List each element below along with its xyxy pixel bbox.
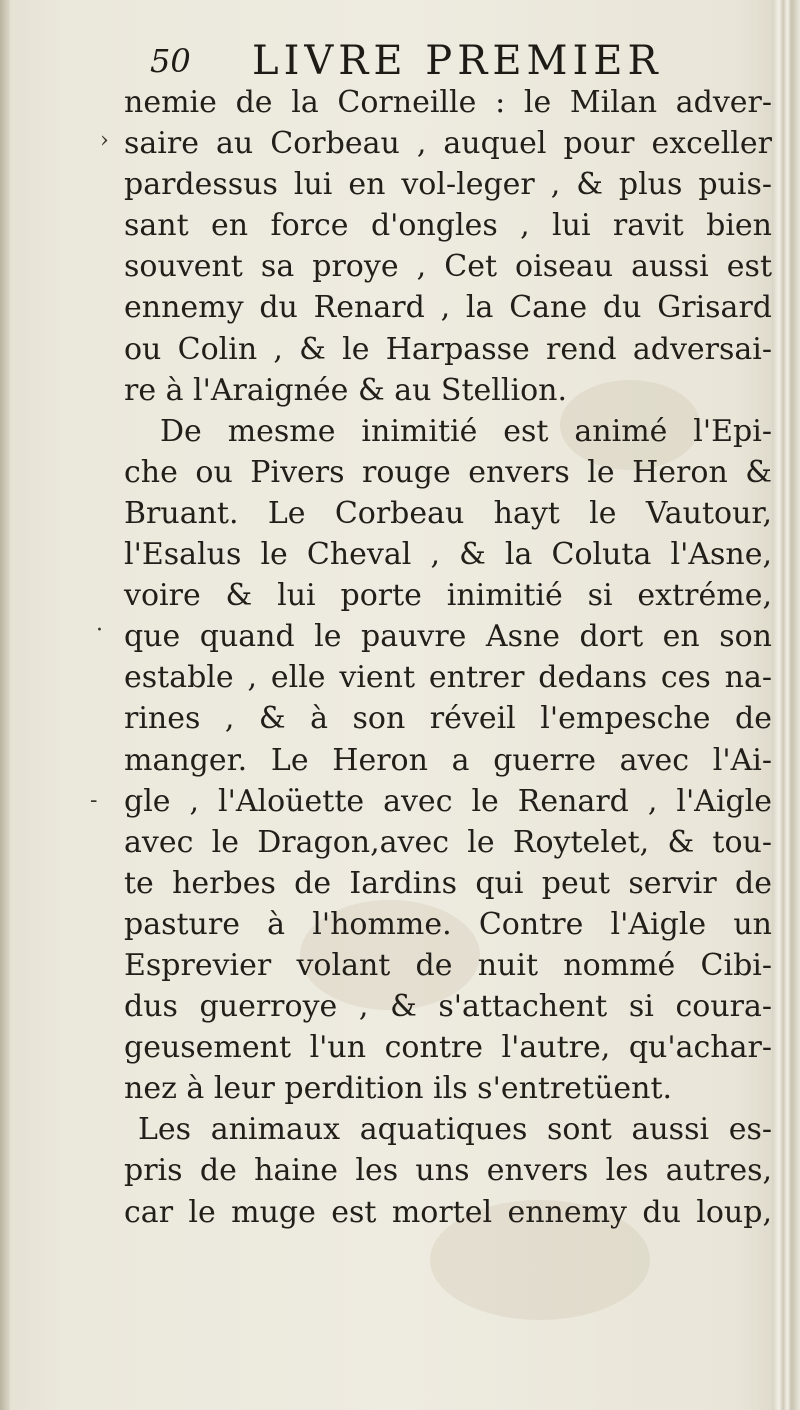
text-line: geusement l'un contre l'autre, qu'achar-	[124, 1030, 772, 1066]
text-line-paragraph-start: Les animaux aquatiques sont aussi es-	[138, 1112, 772, 1148]
text-line-paragraph-start: De mesme inimitié est animé l'Epi-	[160, 413, 772, 449]
text-line: sant en force d'ongles , lui ravit bien	[124, 208, 772, 244]
text-line: Bruant. Le Corbeau hayt le Vautour,	[124, 495, 772, 531]
text-line: rines , & à son réveil l'empesche de	[124, 701, 772, 737]
text-line: che ou Pivers rouge envers le Heron &	[124, 454, 772, 490]
text-line: manger. Le Heron a guerre avec l'Ai-	[124, 742, 772, 778]
text-line: ennemy du Renard , la Cane du Grisard	[124, 290, 772, 326]
text-line: ou Colin , & le Harpasse rend adversai-	[124, 331, 772, 367]
page-gutter	[0, 0, 10, 1410]
text-line: te herbes de Iardins qui peut servir de	[124, 865, 772, 901]
page-header	[140, 28, 700, 90]
text-line: pris de haine les uns envers les autres,	[124, 1153, 772, 1189]
text-line: pardessus lui en vol-leger , & plus puis-	[124, 167, 772, 203]
text-line: pasture à l'homme. Contre l'Aigle un	[124, 906, 772, 942]
bottom-margin	[0, 1345, 800, 1410]
text-line: re à l'Araignée & au Stellion.	[124, 372, 567, 408]
text-line: saire au Corbeau , auquel pour exceller	[124, 126, 772, 162]
body-text	[124, 82, 772, 1233]
margin-mark: ›	[100, 128, 109, 153]
text-line: car le muge est mortel ennemy du loup,	[124, 1194, 772, 1230]
margin-mark: -	[90, 788, 98, 813]
text-line: souvent sa proye , Cet oiseau aussi est	[124, 249, 772, 285]
text-line: estable , elle vient entrer dedans ces na-	[124, 660, 772, 696]
text-line: dus guerroye , & s'attachent si coura-	[124, 989, 772, 1025]
margin-mark: ·	[96, 618, 103, 643]
running-head: LIVRE PREMIER	[252, 38, 663, 84]
text-line: nez à leur perdition ils s'entretüent.	[124, 1071, 673, 1107]
text-line: voire & lui porte inimitié si extréme,	[124, 578, 772, 614]
text-line: gle , l'Aloüette avec le Renard , l'Aigle	[124, 783, 772, 819]
text-line: l'Esalus le Cheval , & la Coluta l'Asne,	[124, 537, 772, 573]
text-line: que quand le pauvre Asne dort en son	[124, 619, 772, 655]
text-line: nemie de la Corneille : le Milan adver-	[124, 85, 772, 120]
page-number: 50	[150, 42, 191, 80]
page-edge	[772, 0, 800, 1410]
text-line: Esprevier volant de nuit nommé Cibi-	[124, 947, 772, 983]
text-line: avec le Dragon,avec le Roytelet, & tou-	[124, 824, 772, 860]
